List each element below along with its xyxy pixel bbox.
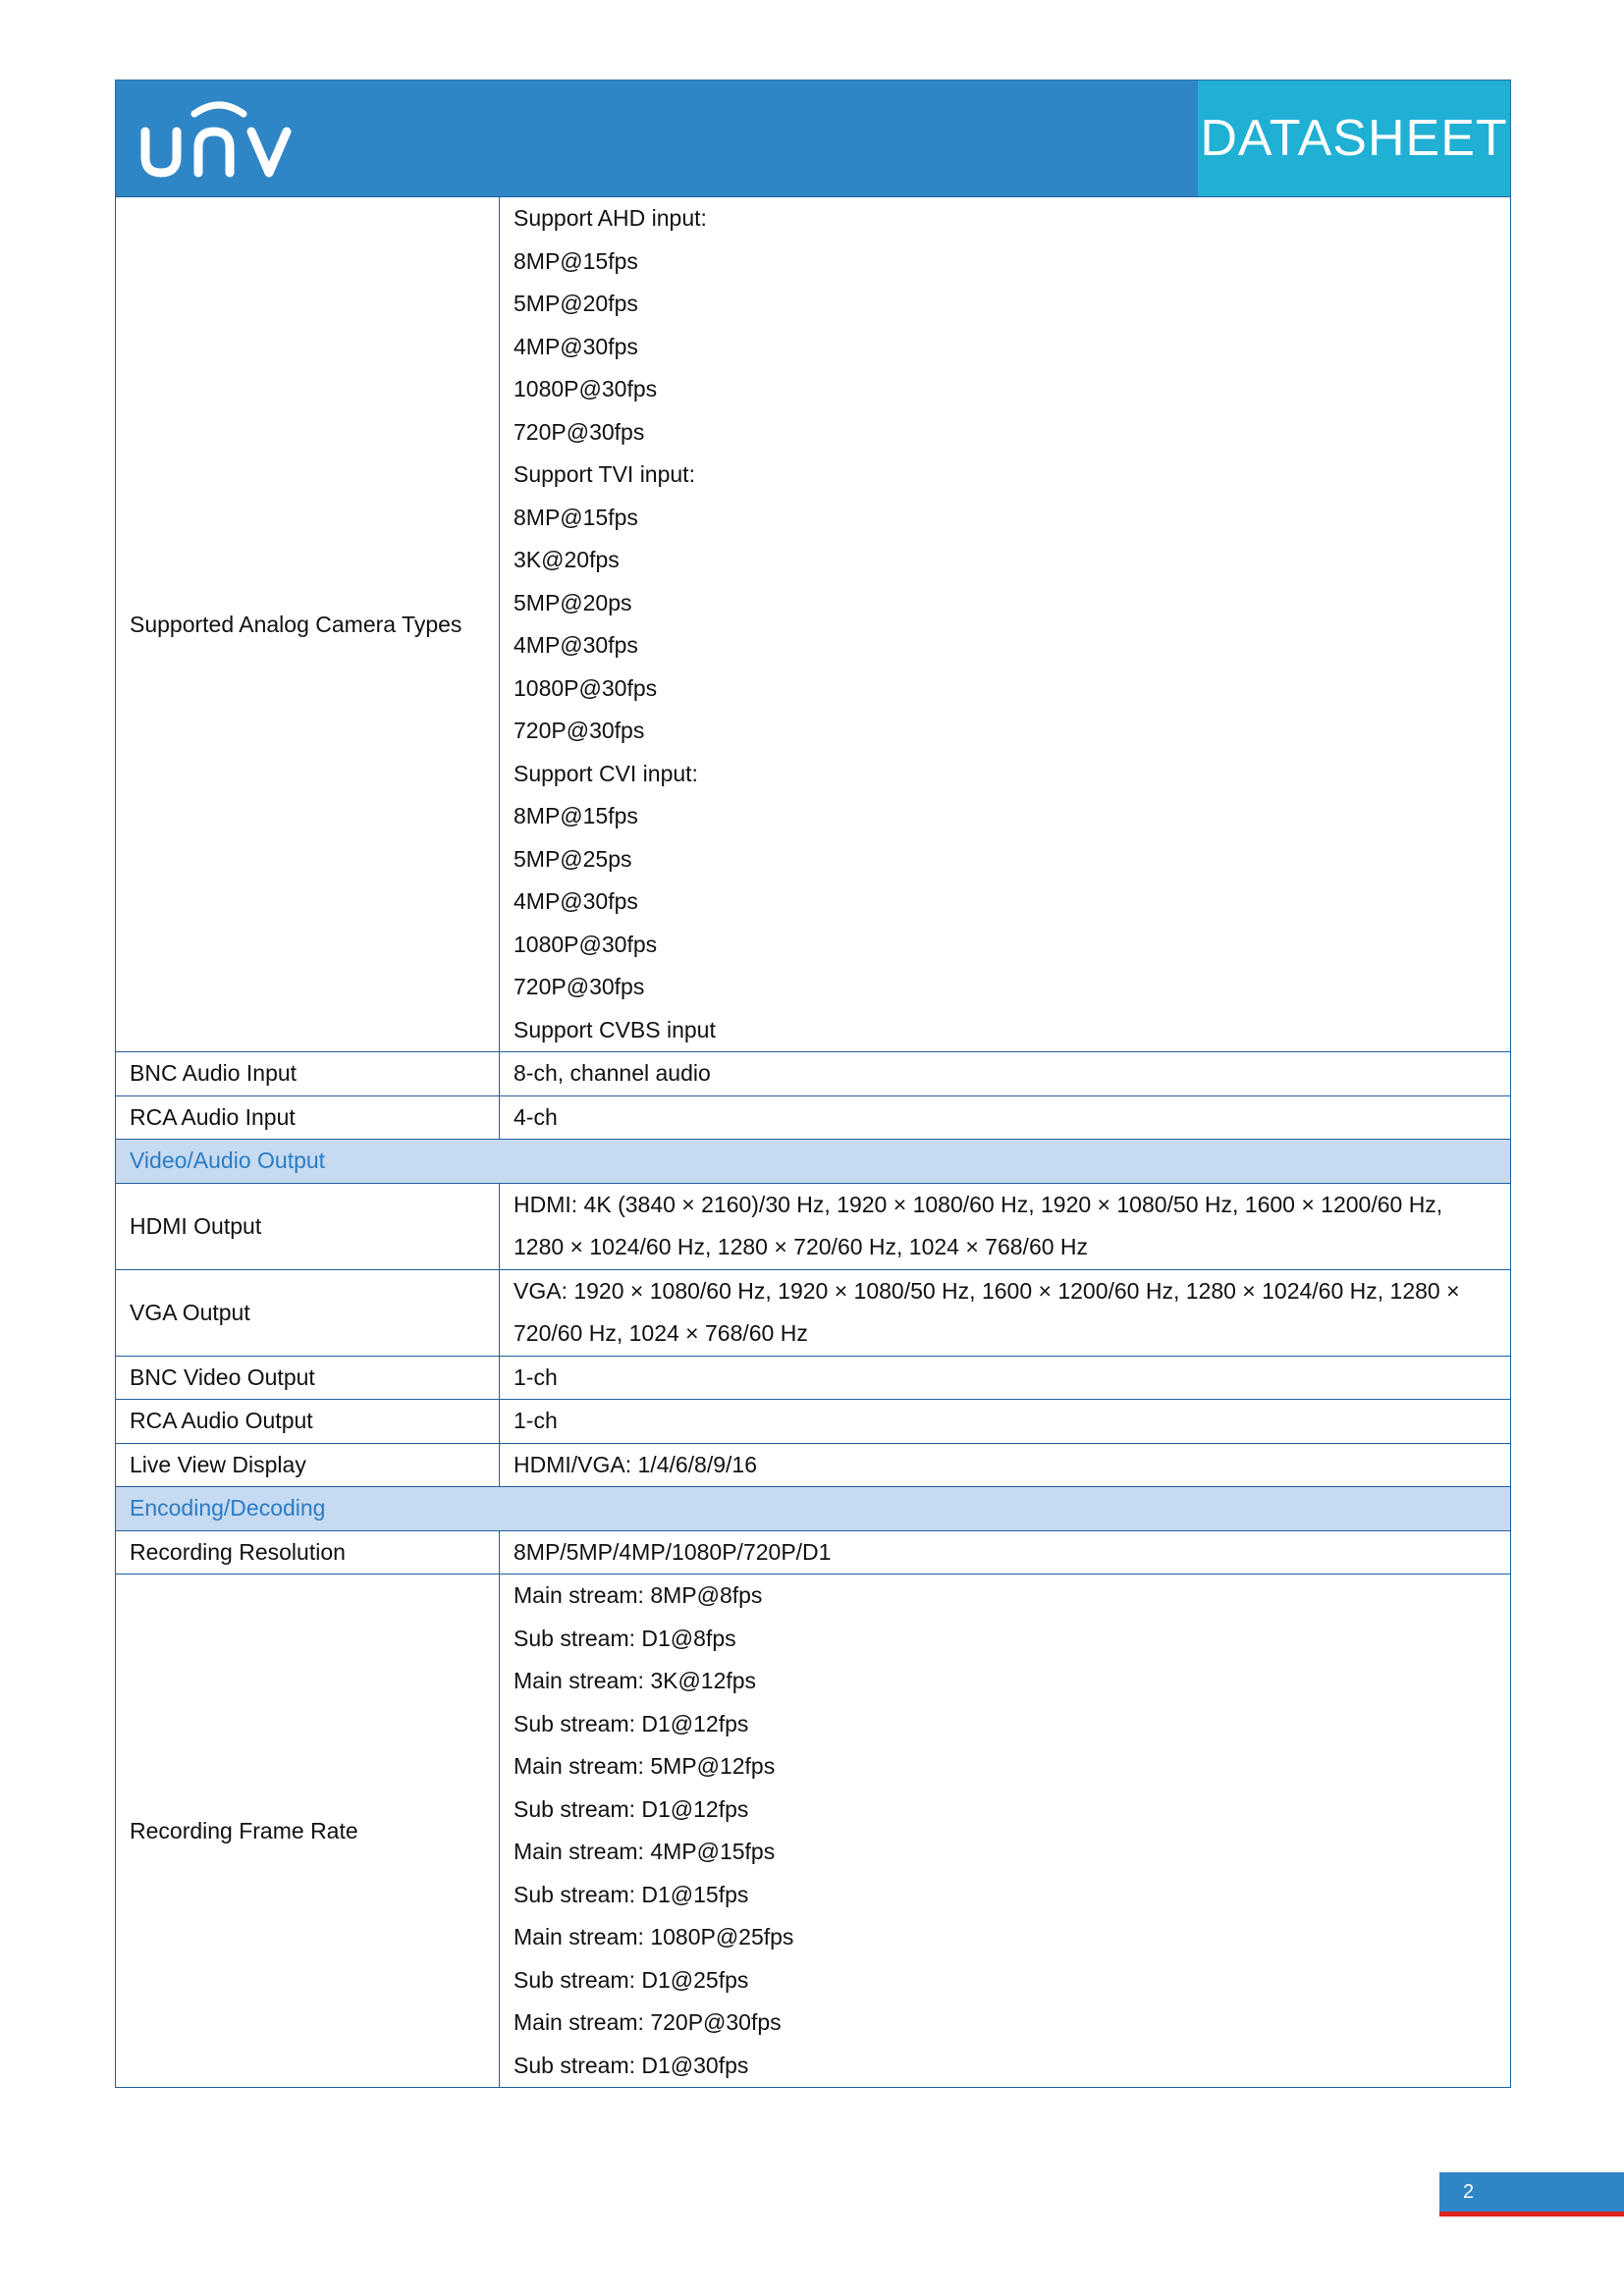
- spec-value-line: Sub stream: D1@12fps: [514, 1795, 749, 1822]
- spec-value-line: 5MP@20ps: [514, 589, 632, 615]
- section-header-row: [116, 1487, 1511, 1531]
- spec-value-line: Support CVBS input: [514, 1016, 716, 1042]
- spec-value-line: Main stream: 4MP@15fps: [514, 1839, 776, 1864]
- spec-label: Live View Display: [116, 1443, 500, 1487]
- spec-row: [116, 197, 1511, 1052]
- spec-label: Recording Frame Rate: [116, 1575, 500, 2088]
- spec-value-line: Support TVI input:: [514, 461, 695, 487]
- page-number: 2: [1439, 2172, 1624, 2212]
- spec-value: HDMI/VGA: 1/4/6/8/9/16: [500, 1443, 1511, 1487]
- spec-value-line: 720P@30fps: [514, 718, 645, 743]
- spec-value-line: Sub stream: D1@25fps: [514, 1966, 749, 1993]
- spec-value: 4-ch: [500, 1095, 1511, 1140]
- spec-value-line: 1080P@30fps: [514, 931, 658, 957]
- spec-value-line: Main stream: 8MP@8fps: [514, 1582, 763, 1608]
- spec-label: RCA Audio Input: [116, 1095, 500, 1140]
- spec-value-line: 4MP@30fps: [514, 888, 638, 914]
- spec-value-line: 8MP@15fps: [514, 803, 638, 828]
- spec-label: BNC Video Output: [116, 1356, 500, 1400]
- spec-value: 8-ch, channel audio: [500, 1052, 1511, 1096]
- spec-label: RCA Audio Output: [116, 1400, 500, 1444]
- spec-row: [116, 1183, 1511, 1269]
- spec-value: [500, 1575, 1511, 2088]
- spec-value: 8MP/5MP/4MP/1080P/720P/D1: [500, 1530, 1511, 1575]
- spec-value-line: 720P@30fps: [514, 974, 645, 999]
- spec-value-line: Support AHD input:: [514, 205, 707, 231]
- page-header: [115, 80, 1511, 197]
- spec-value-line: 5MP@20fps: [514, 291, 638, 316]
- spec-row: [116, 1052, 1511, 1096]
- spec-value-line: 8MP@15fps: [514, 247, 638, 274]
- spec-value: 1-ch: [500, 1356, 1511, 1400]
- spec-row: [116, 1095, 1511, 1140]
- spec-value-line: Main stream: 5MP@12fps: [514, 1753, 776, 1779]
- spec-label: BNC Audio Input: [116, 1052, 500, 1096]
- section-title: Encoding/Decoding: [116, 1487, 1511, 1531]
- spec-value-line: Main stream: 3K@12fps: [514, 1668, 757, 1693]
- spec-value-line: Sub stream: D1@15fps: [514, 1881, 749, 1907]
- spec-value-line: 720P@30fps: [514, 418, 645, 445]
- spec-value-line: Sub stream: D1@8fps: [514, 1625, 736, 1651]
- spec-value-line: 4MP@30fps: [514, 333, 638, 359]
- spec-value-line: Main stream: 720P@30fps: [514, 2009, 782, 2035]
- spec-value-line: 4MP@30fps: [514, 632, 638, 658]
- spec-label: VGA Output: [116, 1269, 500, 1356]
- spec-value-line: 3K@20fps: [514, 547, 620, 572]
- spec-value-line: Sub stream: D1@30fps: [514, 2052, 749, 2078]
- spec-value-line: Sub stream: D1@12fps: [514, 1710, 749, 1736]
- spec-row: [116, 1400, 1511, 1444]
- spec-label: Supported Analog Camera Types: [116, 197, 500, 1052]
- spec-value-line: 1080P@30fps: [514, 674, 658, 701]
- section-header-row: [116, 1140, 1511, 1184]
- spec-row: [116, 1575, 1511, 2088]
- spec-value-line: 5MP@25ps: [514, 845, 632, 872]
- spec-value: HDMI: 4K (3840 × 2160)/30 Hz, 1920 × 1080/60 Hz, 1920 × 1080/50 Hz, 1600 × 1200/60 Hz, 1280 × 1024/60 Hz, 1280 × 720/60 Hz, 1024 × 768/60 Hz: [500, 1183, 1511, 1269]
- unv-logo: [135, 94, 302, 183]
- spec-value: VGA: 1920 × 1080/60 Hz, 1920 × 1080/50 Hz, 1600 × 1200/60 Hz, 1280 × 1024/60 Hz, 1280 × 720/60 Hz, 1024 × 768/60 Hz: [500, 1269, 1511, 1356]
- spec-row: [116, 1443, 1511, 1487]
- spec-label: HDMI Output: [116, 1183, 500, 1269]
- spec-value-line: 1080P@30fps: [514, 376, 658, 401]
- spec-row: [116, 1269, 1511, 1356]
- spec-label: Recording Resolution: [116, 1530, 500, 1575]
- section-title: Video/Audio Output: [116, 1140, 1511, 1184]
- spec-row: [116, 1356, 1511, 1400]
- spec-value: 1-ch: [500, 1400, 1511, 1444]
- spec-value-line: Main stream: 1080P@25fps: [514, 1924, 794, 1949]
- page-marker-bar: [1439, 2212, 1624, 2216]
- spec-table: [115, 196, 1511, 2088]
- spec-row: [116, 1530, 1511, 1575]
- datasheet-title: DATASHEET: [1198, 80, 1510, 196]
- spec-value: [500, 197, 1511, 1052]
- spec-value-line: Support CVI input:: [514, 760, 698, 786]
- spec-value-line: 8MP@15fps: [514, 504, 638, 530]
